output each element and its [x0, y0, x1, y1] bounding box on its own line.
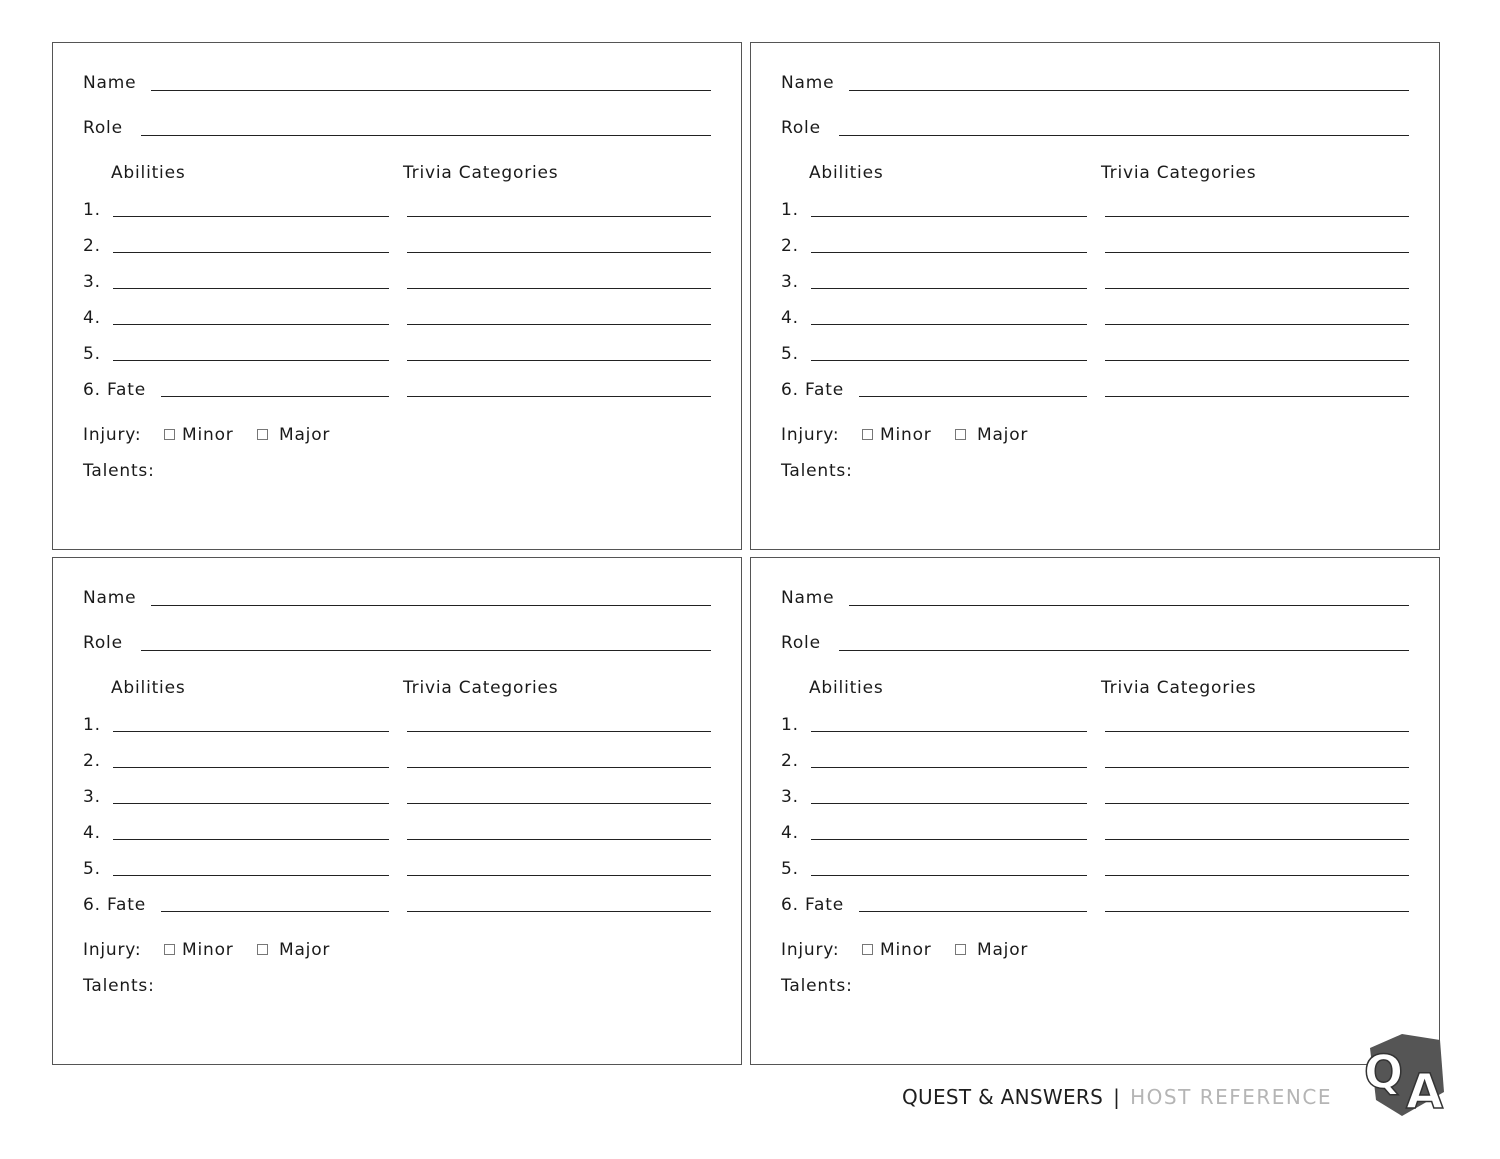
row-label: 4. [781, 308, 799, 328]
fate-ability-field[interactable] [161, 396, 389, 397]
trivia-category-field[interactable] [407, 396, 711, 397]
ability-field[interactable] [811, 767, 1087, 768]
trivia-category-field[interactable] [407, 875, 711, 876]
role-label: Role [83, 118, 123, 138]
ability-field[interactable] [113, 288, 389, 289]
trivia-categories-header: Trivia Categories [1101, 678, 1257, 698]
trivia-categories-header: Trivia Categories [403, 163, 559, 183]
fate-ability-field[interactable] [161, 911, 389, 912]
trivia-category-field[interactable] [1105, 360, 1409, 361]
trivia-category-field[interactable] [407, 767, 711, 768]
trivia-category-field[interactable] [1105, 324, 1409, 325]
ability-field[interactable] [811, 216, 1087, 217]
abilities-header: Abilities [111, 678, 186, 698]
minor-label: Minor [182, 425, 234, 445]
ability-field[interactable] [811, 731, 1087, 732]
name-field[interactable] [849, 90, 1409, 91]
row-label: 4. [781, 823, 799, 843]
name-field[interactable] [849, 605, 1409, 606]
injury-label: Injury: [83, 425, 142, 445]
fate-ability-field[interactable] [859, 396, 1087, 397]
character-card [52, 42, 742, 550]
svg-text:A: A [1406, 1064, 1444, 1120]
trivia-category-field[interactable] [1105, 767, 1409, 768]
row-label: 1. [781, 715, 799, 735]
name-field[interactable] [151, 605, 711, 606]
row-label: 1. [781, 200, 799, 220]
minor-label: Minor [880, 425, 932, 445]
trivia-category-field[interactable] [407, 288, 711, 289]
ability-field[interactable] [113, 839, 389, 840]
major-label: Major [977, 940, 1029, 960]
role-field[interactable] [839, 650, 1409, 651]
ability-field[interactable] [811, 252, 1087, 253]
ability-field[interactable] [113, 360, 389, 361]
row-label: 2. [781, 751, 799, 771]
minor-injury-checkbox[interactable] [862, 944, 873, 955]
trivia-category-field[interactable] [407, 803, 711, 804]
svg-text:Q: Q [1364, 1045, 1404, 1099]
trivia-category-field[interactable] [407, 839, 711, 840]
major-label: Major [977, 425, 1029, 445]
role-field[interactable] [141, 135, 711, 136]
trivia-category-field[interactable] [1105, 216, 1409, 217]
trivia-category-field[interactable] [1105, 731, 1409, 732]
ability-field[interactable] [811, 875, 1087, 876]
major-injury-checkbox[interactable] [257, 429, 268, 440]
minor-injury-checkbox[interactable] [164, 944, 175, 955]
name-label: Name [781, 73, 835, 93]
ability-field[interactable] [113, 216, 389, 217]
talents-label: Talents: [781, 461, 853, 481]
ability-field[interactable] [811, 360, 1087, 361]
minor-injury-checkbox[interactable] [862, 429, 873, 440]
abilities-header: Abilities [809, 678, 884, 698]
row-label: 5. [83, 344, 101, 364]
minor-injury-checkbox[interactable] [164, 429, 175, 440]
row-label: 4. [83, 308, 101, 328]
row-label: 3. [781, 272, 799, 292]
row-label: 2. [83, 236, 101, 256]
ability-field[interactable] [811, 839, 1087, 840]
fate-ability-field[interactable] [859, 911, 1087, 912]
footer-separator: | [1113, 1085, 1121, 1109]
ability-field[interactable] [113, 324, 389, 325]
trivia-category-field[interactable] [407, 324, 711, 325]
minor-label: Minor [880, 940, 932, 960]
injury-label: Injury: [781, 940, 840, 960]
minor-label: Minor [182, 940, 234, 960]
page-footer [902, 1085, 1332, 1109]
ability-field[interactable] [113, 731, 389, 732]
abilities-header: Abilities [111, 163, 186, 183]
trivia-category-field[interactable] [407, 216, 711, 217]
name-label: Name [83, 588, 137, 608]
row-label-fate: 6. Fate [781, 380, 844, 400]
row-label: 2. [83, 751, 101, 771]
major-injury-checkbox[interactable] [257, 944, 268, 955]
row-label: 2. [781, 236, 799, 256]
ability-field[interactable] [113, 252, 389, 253]
ability-field[interactable] [811, 288, 1087, 289]
row-label: 3. [83, 272, 101, 292]
abilities-header: Abilities [809, 163, 884, 183]
trivia-category-field[interactable] [407, 252, 711, 253]
character-card [750, 557, 1440, 1065]
trivia-category-field[interactable] [1105, 396, 1409, 397]
role-label: Role [83, 633, 123, 653]
major-label: Major [279, 940, 331, 960]
name-label: Name [83, 73, 137, 93]
row-label: 5. [781, 344, 799, 364]
ability-field[interactable] [811, 803, 1087, 804]
ability-field[interactable] [113, 875, 389, 876]
talents-label: Talents: [781, 976, 853, 996]
trivia-category-field[interactable] [407, 360, 711, 361]
row-label: 3. [83, 787, 101, 807]
trivia-category-field[interactable] [407, 911, 711, 912]
row-label: 5. [781, 859, 799, 879]
trivia-category-field[interactable] [1105, 911, 1409, 912]
trivia-category-field[interactable] [407, 731, 711, 732]
talents-label: Talents: [83, 976, 155, 996]
ability-field[interactable] [811, 324, 1087, 325]
role-label: Role [781, 118, 821, 138]
row-label-fate: 6. Fate [781, 895, 844, 915]
injury-label: Injury: [781, 425, 840, 445]
qa-shield-logo-icon [1362, 1030, 1470, 1120]
character-card [750, 42, 1440, 550]
trivia-category-field[interactable] [1105, 288, 1409, 289]
major-label: Major [279, 425, 331, 445]
role-label: Role [781, 633, 821, 653]
ability-field[interactable] [113, 767, 389, 768]
brand-title: QUEST & ANSWERS [902, 1085, 1104, 1109]
name-label: Name [781, 588, 835, 608]
row-label-fate: 6. Fate [83, 895, 146, 915]
trivia-category-field[interactable] [1105, 252, 1409, 253]
trivia-categories-header: Trivia Categories [403, 678, 559, 698]
row-label: 3. [781, 787, 799, 807]
role-field[interactable] [141, 650, 711, 651]
row-label: 1. [83, 715, 101, 735]
row-label-fate: 6. Fate [83, 380, 146, 400]
ability-field[interactable] [113, 803, 389, 804]
row-label: 5. [83, 859, 101, 879]
role-field[interactable] [839, 135, 1409, 136]
major-injury-checkbox[interactable] [955, 944, 966, 955]
row-label: 1. [83, 200, 101, 220]
trivia-category-field[interactable] [1105, 875, 1409, 876]
footer-subtitle: HOST REFERENCE [1130, 1085, 1332, 1109]
trivia-category-field[interactable] [1105, 803, 1409, 804]
character-card [52, 557, 742, 1065]
trivia-category-field[interactable] [1105, 839, 1409, 840]
row-label: 4. [83, 823, 101, 843]
major-injury-checkbox[interactable] [955, 429, 966, 440]
talents-label: Talents: [83, 461, 155, 481]
trivia-categories-header: Trivia Categories [1101, 163, 1257, 183]
injury-label: Injury: [83, 940, 142, 960]
name-field[interactable] [151, 90, 711, 91]
